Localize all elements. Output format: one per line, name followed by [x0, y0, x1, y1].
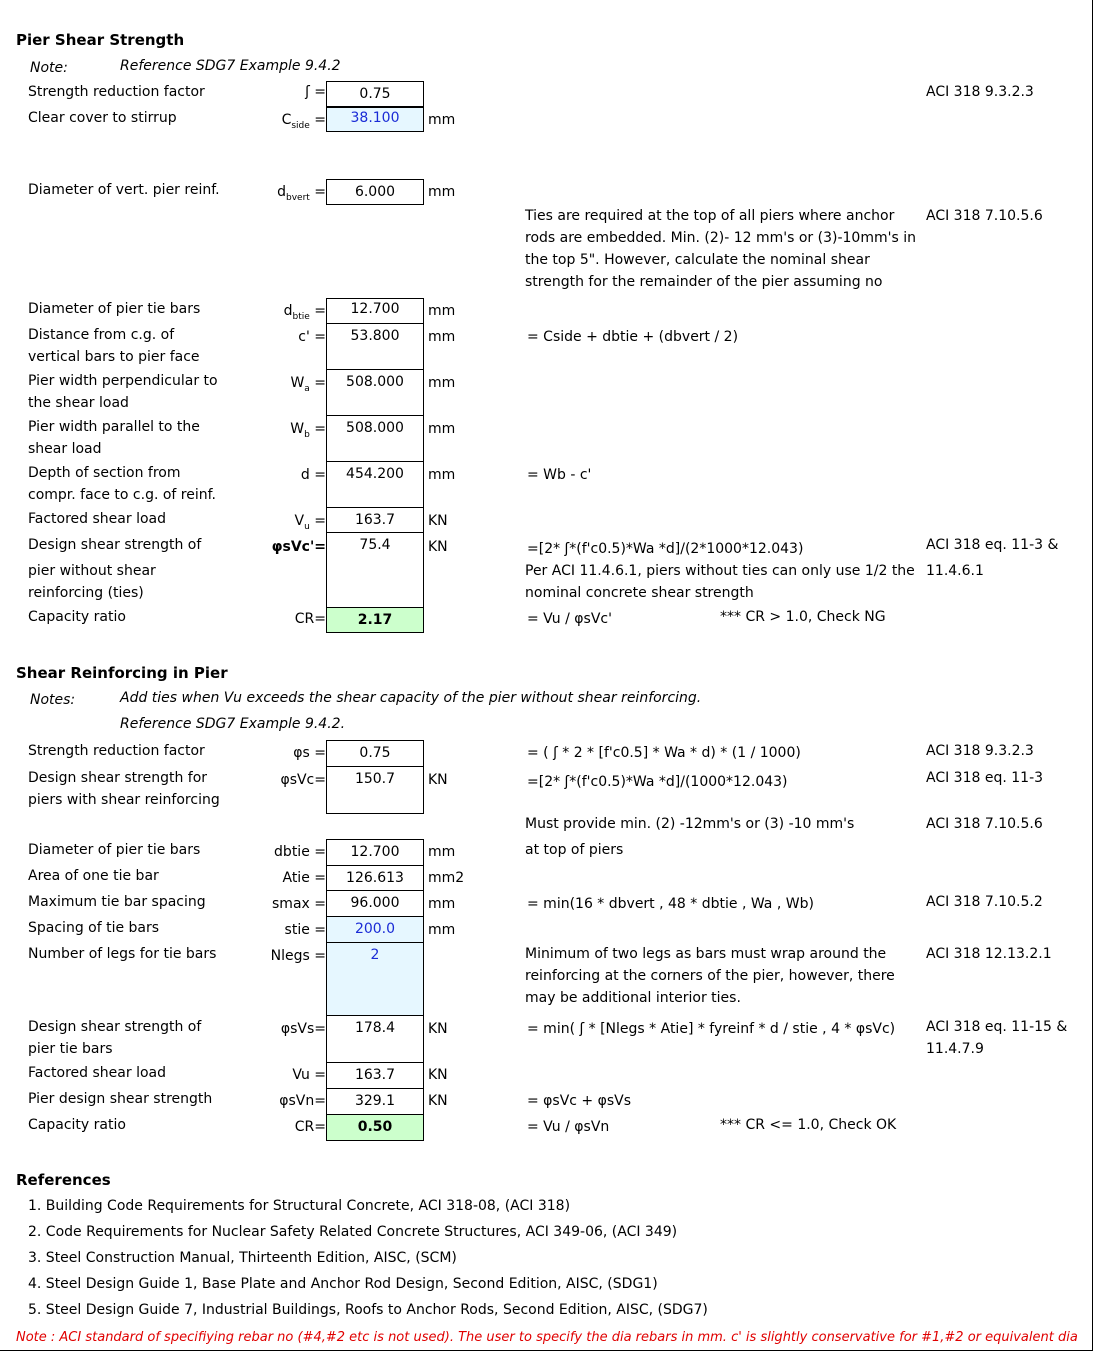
vu-symbol: $V_u$ =: [294, 513, 326, 532]
atie-cell[interactable]: 126.613: [326, 865, 424, 891]
vc-ref: ACI 318 eq. 11-3 &: [926, 537, 1059, 553]
ties-ref: ACI 318 7.10.5.6: [926, 208, 1043, 224]
vs-formula: = min( ʃ * [Nlegs * Atie] * fyreinf * d / stie , 4 * φsVc): [527, 1021, 896, 1037]
d-formula: = Wb - c': [527, 467, 592, 483]
wa-label-2: the shear load: [28, 395, 129, 411]
nlegs-note-3: may be additional interior ties.: [525, 990, 741, 1006]
vu2-unit: KN: [428, 1067, 448, 1083]
cover-label: Clear cover to stirrup: [28, 110, 177, 126]
stie-label: Spacing of tie bars: [28, 920, 160, 936]
vn-label: Pier design shear strength: [28, 1091, 213, 1107]
nlegs-symbol: Nlegs =: [270, 948, 326, 964]
atie-unit: mm2: [428, 870, 465, 886]
vc2-unit: KN: [428, 772, 448, 788]
min-note-2: at top of piers: [525, 842, 624, 858]
vu2-cell[interactable]: 163.7: [326, 1062, 424, 1089]
phi-ref: ACI 318 9.3.2.3: [926, 84, 1034, 100]
vc-note-2: nominal concrete shear strength: [525, 585, 754, 601]
c-symbol: c' =: [298, 329, 326, 345]
stie-input[interactable]: 200.0: [326, 916, 424, 943]
dbtie-symbol: $d_{btie}$ =: [283, 303, 326, 322]
ties-note-line: the top 5". However, calculate the nominal shear: [525, 252, 870, 268]
c-label: Distance from c.g. of: [28, 327, 175, 343]
cr2-formula: = Vu / φsVn: [527, 1119, 610, 1135]
phi2-ref: ACI 318 9.3.2.3: [926, 743, 1034, 759]
nlegs-ref: ACI 318 12.13.2.1: [926, 946, 1052, 962]
cr2-label: Capacity ratio: [28, 1117, 126, 1133]
vu-unit: KN: [428, 513, 448, 529]
cr1-label: Capacity ratio: [28, 609, 126, 625]
vn-unit: KN: [428, 1093, 448, 1109]
nlegs-label: Number of legs for tie bars: [28, 946, 217, 962]
vc-symbol: φsVc'=: [271, 539, 326, 555]
vc-label-2: pier without shear: [28, 563, 156, 579]
vc-unit: KN: [428, 539, 448, 555]
vc-note: Per ACI 11.4.6.1, piers without ties can only use 1/2 the: [525, 563, 915, 579]
phi-cell[interactable]: 0.75: [326, 81, 424, 107]
vs-label-2: pier tie bars: [28, 1041, 113, 1057]
reference-item: 3. Steel Construction Manual, Thirteenth Edition, AISC, (SCM): [28, 1250, 457, 1266]
d-label-2: compr. face to c.g. of reinf.: [28, 487, 216, 503]
phi2-label: Strength reduction factor: [28, 743, 205, 759]
vc-formula: =[2* ʃ*(f'c0.5)*Wa *d]/(2*1000*12.043): [527, 541, 804, 557]
vu2-label: Factored shear load: [28, 1065, 166, 1081]
cover-input[interactable]: 38.100: [326, 107, 424, 132]
vn-formula: = φsVc + φsVs: [527, 1093, 632, 1109]
phi2-formula: = ( ʃ * 2 * [f'c0.5] * Wa * d) * (1 / 1000): [527, 745, 801, 761]
dbvert-unit: mm: [428, 184, 456, 200]
vc-label-3: reinforcing (ties): [28, 585, 144, 601]
phi2-symbol: φs =: [293, 745, 326, 761]
wa-label: Pier width perpendicular to: [28, 373, 218, 389]
d-symbol: d =: [300, 467, 326, 483]
smax-label: Maximum tie bar spacing: [28, 894, 206, 910]
smax-unit: mm: [428, 896, 456, 912]
dbtie2-cell[interactable]: 12.700: [326, 839, 424, 866]
cr1-check: *** CR > 1.0, Check NG: [720, 609, 886, 625]
nlegs-note: Minimum of two legs as bars must wrap around the: [525, 946, 887, 962]
note-label: Note:: [30, 60, 68, 76]
d-unit: mm: [428, 467, 456, 483]
c-formula: = Cside + dbtie + (dbvert / 2): [527, 329, 739, 345]
references-title: References: [16, 1171, 111, 1189]
vs-cell[interactable]: 178.4: [326, 1015, 424, 1063]
cover-unit: mm: [428, 112, 456, 128]
d-cell[interactable]: 454.200: [326, 461, 424, 508]
d-label: Depth of section from: [28, 465, 181, 481]
cr1-symbol: CR=: [294, 611, 326, 627]
vc2-cell[interactable]: 150.7: [326, 766, 424, 814]
cr2-cell[interactable]: 0.50: [326, 1114, 424, 1141]
dbtie-unit: mm: [428, 303, 456, 319]
vc-label: Design shear strength of: [28, 537, 202, 553]
reference-item: 2. Code Requirements for Nuclear Safety Related Concrete Structures, ACI 349-06, (ACI 349): [28, 1224, 678, 1240]
nlegs-input[interactable]: 2: [326, 942, 424, 1016]
dbtie-cell[interactable]: 12.700: [326, 298, 424, 324]
nlegs-note-2: reinforcing at the corners of the pier, however, there: [525, 968, 895, 984]
cr1-cell[interactable]: 2.17: [326, 607, 424, 633]
vc2-label-2: piers with shear reinforcing: [28, 792, 220, 808]
vc2-label: Design shear strength for: [28, 770, 208, 786]
min-ref: ACI 318 7.10.5.6: [926, 816, 1043, 832]
notes-label: Notes:: [30, 692, 76, 708]
cover-symbol: $C_{side}$ =: [281, 112, 326, 131]
vu-cell[interactable]: 163.7: [326, 507, 424, 533]
vs-ref: ACI 318 eq. 11-15 &: [926, 1019, 1068, 1035]
smax-cell[interactable]: 96.000: [326, 890, 424, 917]
footnote: Note : ACI standard of specifiying rebar no (#4,#2 etc is not used). The user to specify the dia rebars in mm. c' is slightly conservative for #1,#2 or equivalent dia: [16, 1330, 1078, 1345]
reference-item: 1. Building Code Requirements for Structural Concrete, ACI 318-08, (ACI 318): [28, 1198, 571, 1214]
wa-cell[interactable]: 508.000: [326, 369, 424, 416]
c-cell[interactable]: 53.800: [326, 323, 424, 370]
cr2-symbol: CR=: [294, 1119, 326, 1135]
note-text: Reference SDG7 Example 9.4.2: [120, 58, 341, 74]
dbtie-label: Diameter of pier tie bars: [28, 301, 201, 317]
dbvert-cell[interactable]: 6.000: [326, 179, 424, 205]
atie-symbol: Atie =: [282, 870, 326, 886]
dbtie2-unit: mm: [428, 844, 456, 860]
reference-item: 5. Steel Design Guide 7, Industrial Buildings, Roofs to Anchor Rods, Second Edition, AISC, (SDG7): [28, 1302, 708, 1318]
notes-text: Add ties when Vu exceeds the shear capacity of the pier without shear reinforcing.: [120, 690, 702, 706]
vs-label: Design shear strength of: [28, 1019, 202, 1035]
phi-symbol: ʃ =: [305, 84, 326, 100]
dbtie2-symbol: dbtie =: [274, 844, 326, 860]
wb-symbol: $W_b$ =: [290, 421, 326, 440]
vc-ref-2: 11.4.6.1: [926, 563, 984, 579]
vc2-symbol: φsVc=: [280, 772, 326, 788]
phi-label: Strength reduction factor: [28, 84, 205, 100]
c-label-2: vertical bars to pier face: [28, 349, 200, 365]
wa-symbol: $W_a$ =: [290, 375, 326, 394]
dbtie2-label: Diameter of pier tie bars: [28, 842, 201, 858]
vu-label: Factored shear load: [28, 511, 166, 527]
ties-note-line: Ties are required at the top of all piers where anchor: [525, 208, 895, 224]
vs-unit: KN: [428, 1021, 448, 1037]
vc2-formula: =[2* ʃ*(f'c0.5)*Wa *d]/(1000*12.043): [527, 774, 788, 790]
smax-ref: ACI 318 7.10.5.2: [926, 894, 1043, 910]
vu2-symbol: Vu =: [292, 1067, 326, 1083]
wa-unit: mm: [428, 375, 456, 391]
reference-item: 4. Steel Design Guide 1, Base Plate and Anchor Rod Design, Second Edition, AISC, (SDG1): [28, 1276, 658, 1292]
wb-label: Pier width parallel to the: [28, 419, 200, 435]
vc-cell[interactable]: 75.4: [326, 532, 424, 608]
smax-symbol: smax =: [272, 896, 326, 912]
section-title-shear-reinforcing: Shear Reinforcing in Pier: [16, 664, 228, 682]
section-title-pier-shear: Pier Shear Strength: [16, 31, 185, 49]
cr1-formula: = Vu / φsVc': [527, 611, 612, 627]
ties-note-line: strength for the remainder of the pier assuming no: [525, 274, 883, 290]
dbvert-symbol: $d_{bvert}$ =: [277, 184, 326, 203]
smax-formula: = min(16 * dbvert , 48 * dbtie , Wa , Wb): [527, 896, 814, 912]
vc2-ref: ACI 318 eq. 11-3: [926, 770, 1044, 786]
phi2-cell[interactable]: 0.75: [326, 740, 424, 767]
c-unit: mm: [428, 329, 456, 345]
vs-symbol: φsVs=: [280, 1021, 326, 1037]
vn-symbol: φsVn=: [279, 1093, 326, 1109]
atie-label: Area of one tie bar: [28, 868, 159, 884]
notes-text-2: Reference SDG7 Example 9.4.2.: [120, 716, 346, 732]
ties-note-line: rods are embedded. Min. (2)- 12 mm's or (3)-10mm's in: [525, 230, 916, 246]
wb-unit: mm: [428, 421, 456, 437]
stie-unit: mm: [428, 922, 456, 938]
wb-cell[interactable]: 508.000: [326, 415, 424, 462]
vs-ref-2: 11.4.7.9: [926, 1041, 984, 1057]
cr2-check: *** CR <= 1.0, Check OK: [720, 1117, 897, 1133]
min-note: Must provide min. (2) -12mm's or (3) -10 mm's: [525, 816, 855, 832]
stie-symbol: stie =: [284, 922, 326, 938]
vn-cell[interactable]: 329.1: [326, 1088, 424, 1115]
wb-label-2: shear load: [28, 441, 102, 457]
dbvert-label: Diameter of vert. pier reinf.: [28, 182, 220, 198]
